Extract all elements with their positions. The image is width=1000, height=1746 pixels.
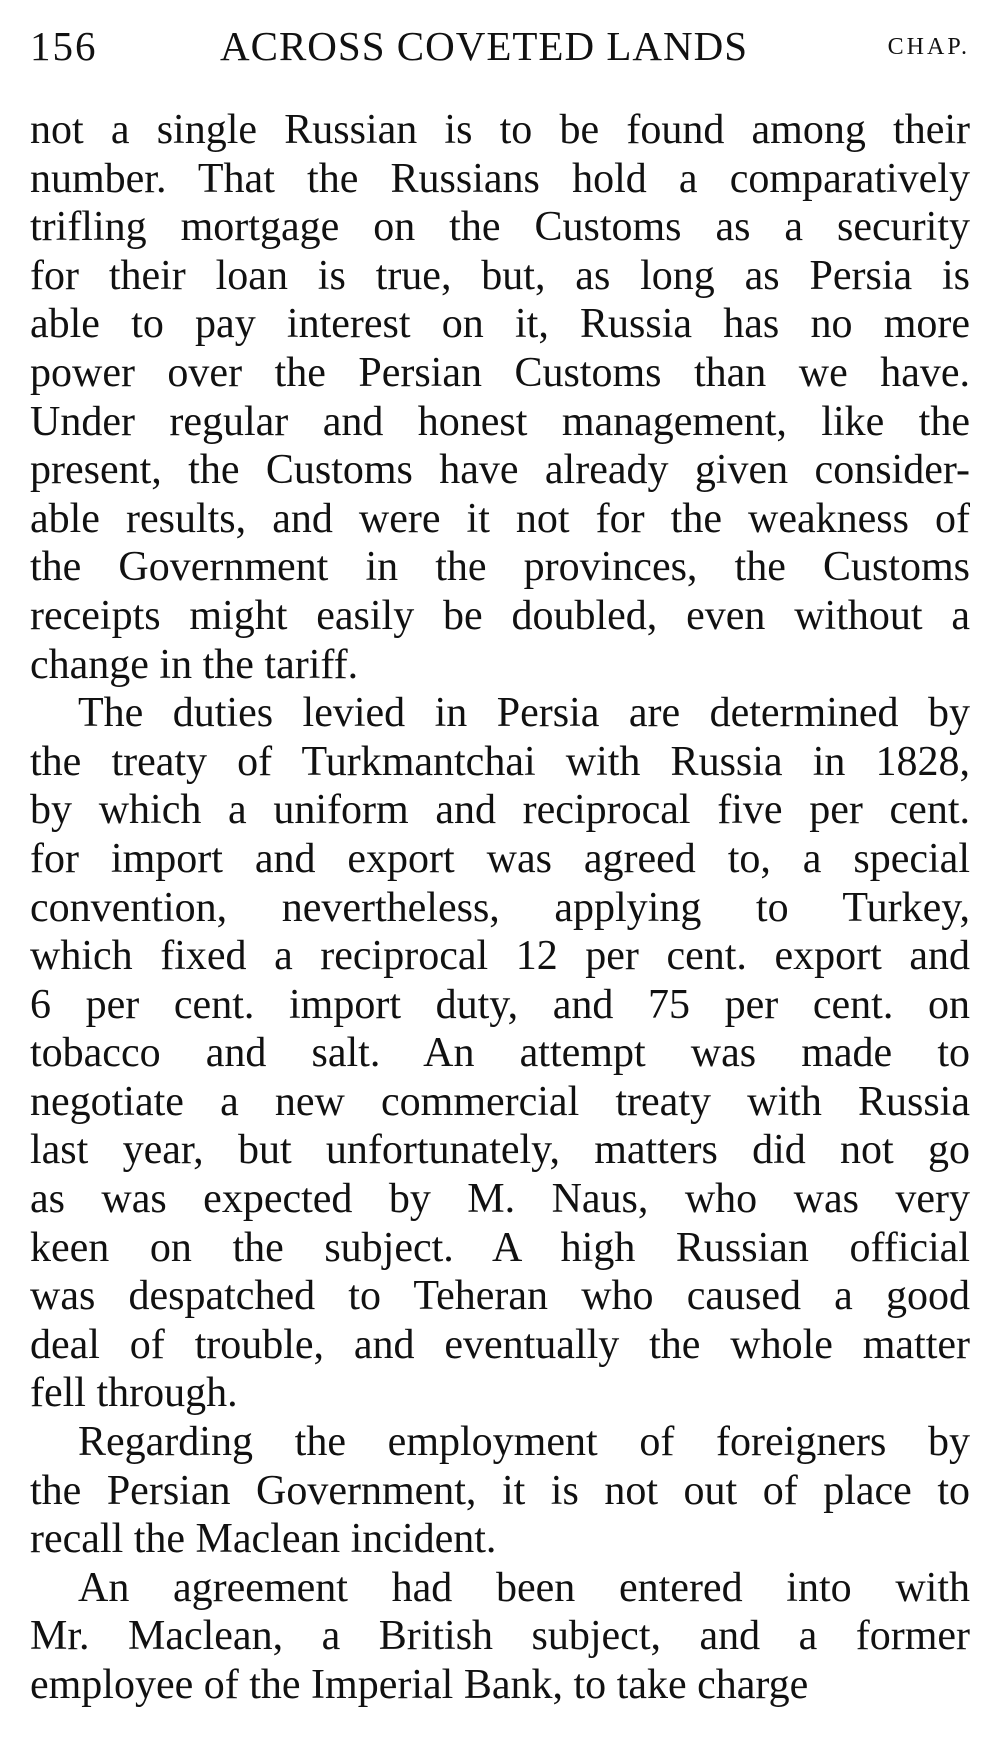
text-line: which fixed a reciprocal 12 per cent. export and	[30, 933, 970, 980]
text-line: for their loan is true, but, as long as Persia is	[30, 252, 970, 299]
text-line: able results, and were it not for the weakness of	[30, 495, 970, 542]
running-title: ACROSS COVETED LANDS	[220, 23, 748, 69]
text-line: change in the tariff.	[30, 641, 359, 688]
text-line: able to pay interest on it, Russia has no more	[30, 301, 970, 348]
text-line: last year, but unfortunately, matters did not go	[30, 1127, 970, 1174]
text-line: Mr. Maclean, a British subject, and a former	[30, 1613, 970, 1660]
text-line: fell through.	[30, 1370, 238, 1417]
body-text	[30, 106, 970, 1710]
text-line: The duties levied in Persia are determined by	[78, 690, 970, 737]
text-line: keen on the subject. A high Russian official	[30, 1224, 970, 1271]
paragraph	[30, 106, 970, 689]
text-line: deal of trouble, and eventually the whole matter	[30, 1321, 970, 1368]
text-line: power over the Persian Customs than we have.	[30, 349, 970, 396]
text-line: not a single Russian is to be found among their	[30, 107, 970, 153]
text-line: tobacco and salt. An attempt was made to	[30, 1030, 970, 1077]
text-line: employee of the Imperial Bank, to take charge	[30, 1662, 809, 1708]
page-number: 156	[30, 23, 98, 69]
text-line: as was expected by M. Naus, who was very	[30, 1176, 970, 1223]
text-line: 6 per cent. import duty, and 75 per cent. on	[30, 981, 970, 1028]
paragraph	[30, 1564, 970, 1710]
chapter-label: CHAP.	[887, 34, 970, 60]
text-line: present, the Customs have already given consider-	[30, 447, 970, 494]
paragraph	[30, 689, 970, 1418]
text-line: for import and export was agreed to, a special	[30, 835, 970, 882]
text-line: receipts might easily be doubled, even without a	[30, 592, 970, 639]
text-line: the Government in the provinces, the Customs	[30, 544, 970, 591]
text-line: number. That the Russians hold a comparatively	[30, 155, 970, 202]
paragraph	[30, 1418, 970, 1564]
text-line: Under regular and honest management, like the	[30, 398, 970, 445]
text-line: recall the Maclean incident.	[30, 1516, 497, 1563]
text-line: Regarding the employment of foreigners by	[78, 1419, 970, 1466]
text-line: negotiate a new commercial treaty with Russia	[30, 1078, 970, 1125]
text-line: the Persian Government, it is not out of place to	[30, 1467, 970, 1514]
page-header	[30, 22, 970, 78]
text-line: the treaty of Turkmantchai with Russia in 1828,	[30, 738, 970, 785]
text-line: by which a uniform and reciprocal five per cent.	[30, 787, 970, 834]
text-line: was despatched to Teheran who caused a good	[30, 1273, 970, 1320]
text-line: convention, nevertheless, applying to Turkey,	[30, 884, 970, 931]
text-line: trifling mortgage on the Customs as a security	[30, 204, 970, 251]
text-line: An agreement had been entered into with	[78, 1564, 970, 1611]
